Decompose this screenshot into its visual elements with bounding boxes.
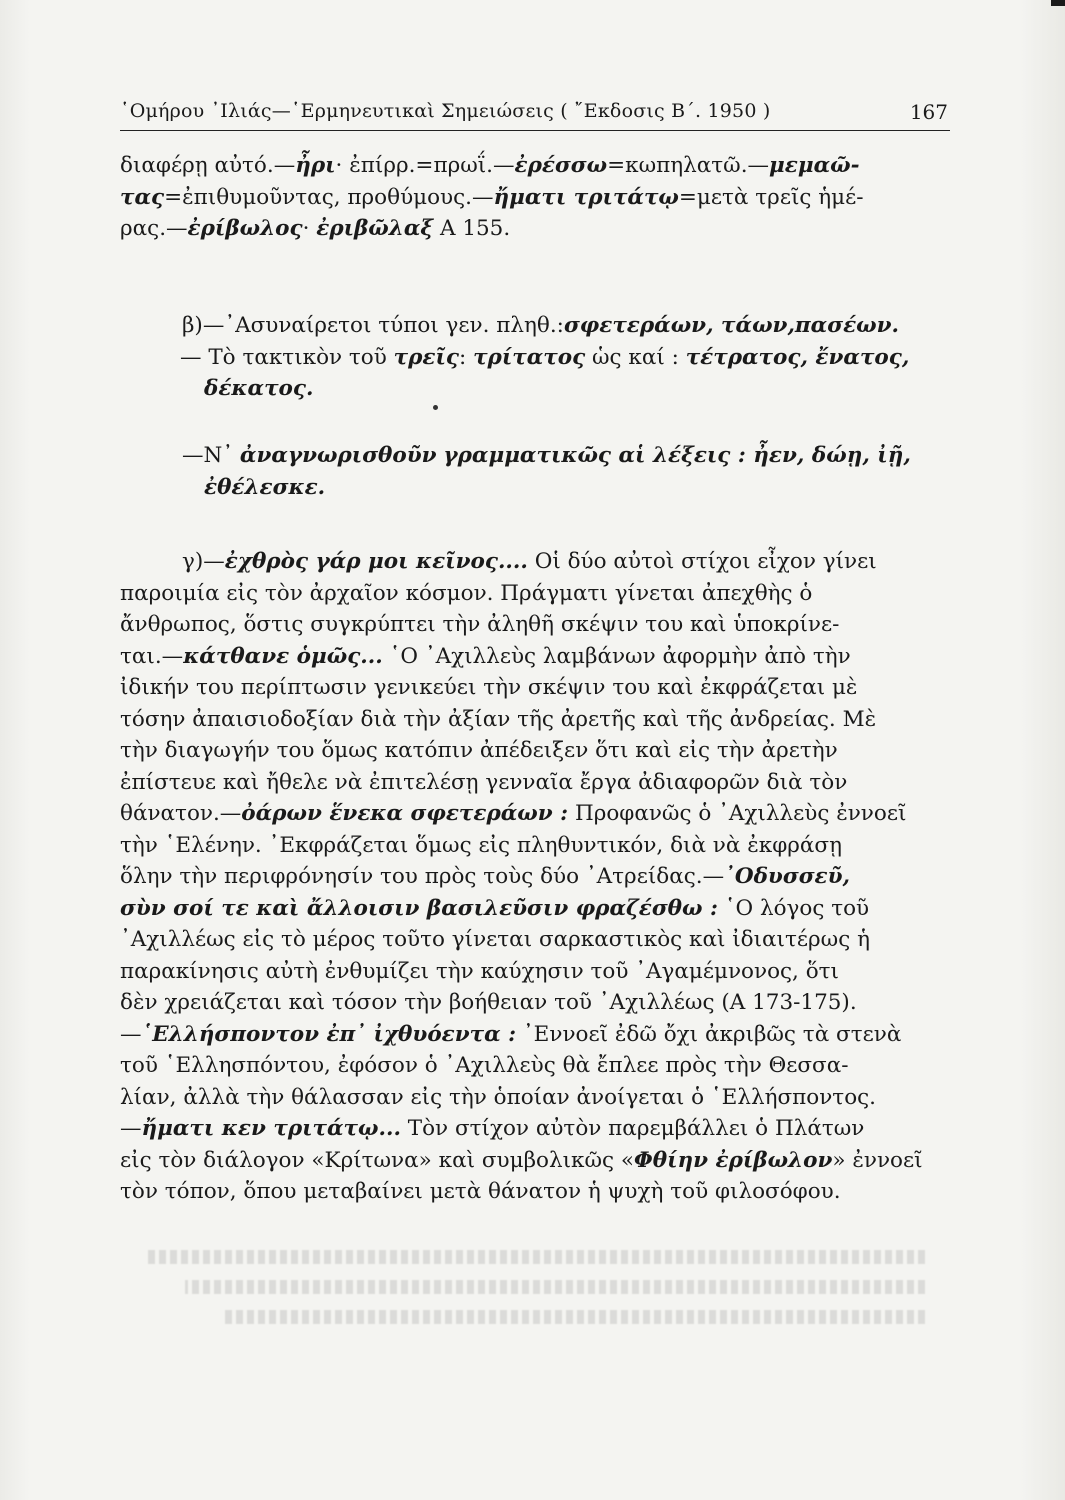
body-text: · ἐπίρρ.=πρωΐ.— — [335, 153, 515, 178]
body-text: δὲν χρειάζεται καὶ τόσον τὴν βοήθειαν τοῦ ᾽Αχιλλέως (Α 173-175). — [120, 990, 857, 1015]
paragraph-section-gamma — [120, 546, 950, 1208]
body-text: παρακίνησις αὐτὴ ἐνθυμίζει τὴν καύχησιν τοῦ ᾽Αγαμέμνονος, ὅτι — [120, 958, 839, 984]
text-line — [120, 182, 950, 214]
text-line — [120, 472, 950, 504]
text-line — [120, 672, 950, 704]
lemma-text: τας — [120, 184, 165, 210]
body-text: — — [120, 1021, 142, 1047]
text-line — [120, 861, 950, 893]
body-text: Προφανῶς ὁ ᾽Αχιλλεὺς ἐννοεῖ — [568, 801, 907, 826]
body-text: τόσην ἀπαισιοδοξίαν διὰ τὴν ἀξίαν τῆς ἀρετῆς καὶ τῆς ἀνδρείας. Μὲ — [120, 706, 877, 732]
text-line — [120, 893, 950, 925]
lemma-text: ᾽Οδυσσεῦ, — [724, 864, 851, 889]
body-text: — — [120, 1116, 142, 1141]
text-line — [120, 924, 950, 956]
lemma-text: σφετεράων, τάων,πασέων. — [563, 313, 900, 338]
lemma-text: σὺν σοί τε καὶ ἄλλοισιν βασιλεῦσιν φραζέσθω : — [120, 895, 718, 921]
text-line — [120, 1176, 950, 1208]
lemma-text: ἦρι — [295, 153, 336, 178]
lemma-text: ἀναγνωρισθοῦν — [239, 443, 437, 468]
body-text: λίαν, ἀλλὰ τὴν θάλασσαν εἰς τὴν ὁποίαν ἀνοίγεται ὁ ῾Ελλήσποντος. — [120, 1084, 877, 1110]
paragraph-section-beta — [120, 310, 950, 405]
text-line — [120, 342, 950, 374]
text-line — [120, 767, 950, 799]
lemma-text: τρεῖς — [393, 344, 459, 370]
body-text: Α 155. — [433, 216, 511, 241]
body-text: ᾽Εννοεῖ ἐδῶ ὄχι ἀκριβῶς τὰ στενὰ — [516, 1021, 902, 1047]
lemma-text: μεμαῶ- — [769, 153, 860, 178]
body-text: τὴν διαγωγήν του ὅμως κατόπιν ἀπέδειξεν ὅτι καὶ εἰς τὴν ἀρετὴν — [120, 738, 838, 763]
lemma-text: ὀάρων ἕνεκα σφετεράων : — [241, 801, 569, 826]
lemma-text: ἐρέσσω — [514, 153, 608, 178]
corner-mark — [1051, 0, 1065, 6]
text-line — [120, 641, 950, 673]
body-text: Οἱ δύο αὐτοὶ στίχοι εἶχον γίνει — [527, 549, 877, 574]
body-text: —Ν᾽ — [182, 443, 240, 468]
paragraph-glosses — [120, 150, 950, 245]
lemma-text: ἤματι κεν τριτάτῳ... — [141, 1116, 401, 1141]
body-text: =ἐπιθυμοῦντας, προθύμους.— — [164, 184, 494, 210]
text-line — [120, 546, 950, 578]
body-text: =κωπηλατῶ.— — [607, 153, 770, 178]
body-text: » ἐννοεῖ — [832, 1147, 923, 1173]
text-line — [120, 578, 950, 610]
text-line — [120, 1145, 950, 1177]
text-line — [120, 735, 950, 767]
body-text: διαφέρῃ αὐτό.— — [120, 153, 296, 178]
text-line — [120, 830, 950, 862]
lemma-text: Φθίην ἐρίβωλον — [634, 1147, 833, 1173]
text-line — [120, 310, 950, 342]
body-text: β)—᾽Ασυναίρετοι τύποι γεν. πληθ.: — [182, 313, 564, 338]
text-line — [120, 609, 950, 641]
text-line — [120, 798, 950, 830]
body-text: : — [459, 344, 474, 370]
lemma-text: κάτθανε ὁμῶς... — [183, 643, 383, 669]
body-text: ὡς καί : — [585, 344, 686, 370]
lemma-text: γραμματικῶς αἱ λέξεις : ἦεν, δώῃ, ἰῇ, — [443, 443, 911, 468]
body-text: =μετὰ τρεῖς ἡμέ- — [678, 184, 864, 210]
body-text: τὸν τόπον, ὅπου μεταβαίνει μετὰ θάνατον ἡ ψυχὴ τοῦ φιλοσόφου. — [120, 1179, 841, 1204]
lemma-text: ἤματι τριτάτῳ — [493, 184, 679, 210]
text-line — [120, 150, 950, 182]
lemma-text: τρίτατος — [473, 344, 586, 370]
body-text: ται.— — [120, 643, 184, 669]
body-text: παροιμία εἰς τὸν ἀρχαῖον κόσμον. Πράγματι γίνεται ἀπεχθὴς ὁ — [120, 580, 813, 606]
text-line — [120, 987, 950, 1019]
lemma-text: ῾Ελλήσποντον ἐπ᾽ ἰχθυόεντα : — [141, 1021, 517, 1047]
text-line — [120, 373, 950, 405]
text-line — [120, 440, 950, 472]
lemma-text: τέτρατος, ἔνατος, — [685, 344, 910, 370]
lemma-text: ἐθέλεσκε. — [204, 474, 326, 500]
text-line — [120, 1113, 950, 1145]
page-number: 167 — [909, 100, 948, 124]
body-text: ὅλην τὴν περιφρόνησίν του πρὸς τοὺς δύο ᾽Ατρείδας.— — [120, 864, 725, 889]
text-line — [120, 704, 950, 736]
lemma-text: ἐρίβωλος — [187, 216, 303, 241]
body-text: — Τὸ τακτικὸν τοῦ — [180, 344, 394, 370]
body-text: ἄνθρωπος, ὅστις συγκρύπτει τὴν ἀληθῆ σκέψιν του καὶ ὑποκρίνε- — [120, 612, 840, 637]
body-text: θάνατον.— — [120, 801, 242, 826]
body-text: Τὸν στίχον αὐτὸν παρεμβάλλει ὁ Πλάτων — [400, 1116, 865, 1141]
body-text: ἐπίστευε καὶ ἤθελε νὰ ἐπιτελέσῃ γενναῖα ἔργα ἀδιαφορῶν διὰ τὸν — [120, 769, 848, 795]
body-text: ρας.— — [120, 216, 188, 241]
paragraph-recognize — [120, 440, 950, 503]
body-text: τοῦ ῾Ελλησπόντου, ἐφόσον ὁ ᾽Αχιλλεὺς θὰ ἔπλεε πρὸς τὴν Θεσσα- — [120, 1053, 849, 1078]
stray-dot — [433, 405, 438, 410]
body-text: τὴν ῾Ελένην. ᾽Εκφράζεται ὅμως εἰς πληθυντικόν, διὰ νὰ ἐκφράσῃ — [120, 832, 842, 858]
lemma-text: ἐχθρὸς γάρ μοι κεῖνος.... — [224, 549, 528, 574]
text-line — [120, 956, 950, 988]
body-text: ᾽Αχιλλέως εἰς τὸ μέρος τοῦτο γίνεται σαρκαστικὸς καὶ ἰδιαιτέρως ἡ — [120, 927, 870, 952]
header-title: ῾Ομήρου ᾽Ιλιάς—῾Ερμηνευτικαὶ Σημειώσεις ( ῎Εκδοσις Β΄. 1950 ) — [120, 100, 771, 122]
running-header — [120, 96, 950, 131]
body-text: γ)— — [182, 549, 225, 574]
lemma-text: δέκατος. — [204, 376, 314, 401]
body-text: εἰς τὸν διάλογον «Κρίτωνα» καὶ συμβολικῶς « — [120, 1147, 635, 1173]
lemma-text: ἐριβῶλαξ — [316, 216, 434, 241]
text-line — [120, 1019, 950, 1051]
body-text: · — [302, 216, 317, 241]
text-line — [120, 213, 950, 245]
body-text: ἰδικήν του περίπτωσιν γενικεύει τὴν σκέψιν του καὶ ἐκφράζεται μὲ — [120, 675, 858, 700]
body-text: ῾Ο ᾽Αχιλλεὺς λαμβάνων ἀφορμὴν ἀπὸ τὴν — [382, 643, 851, 669]
text-line — [120, 1082, 950, 1114]
body-text: ῾Ο λόγος τοῦ — [717, 895, 870, 921]
text-line — [120, 1050, 950, 1082]
show-through-bleed — [0, 1240, 1065, 1350]
